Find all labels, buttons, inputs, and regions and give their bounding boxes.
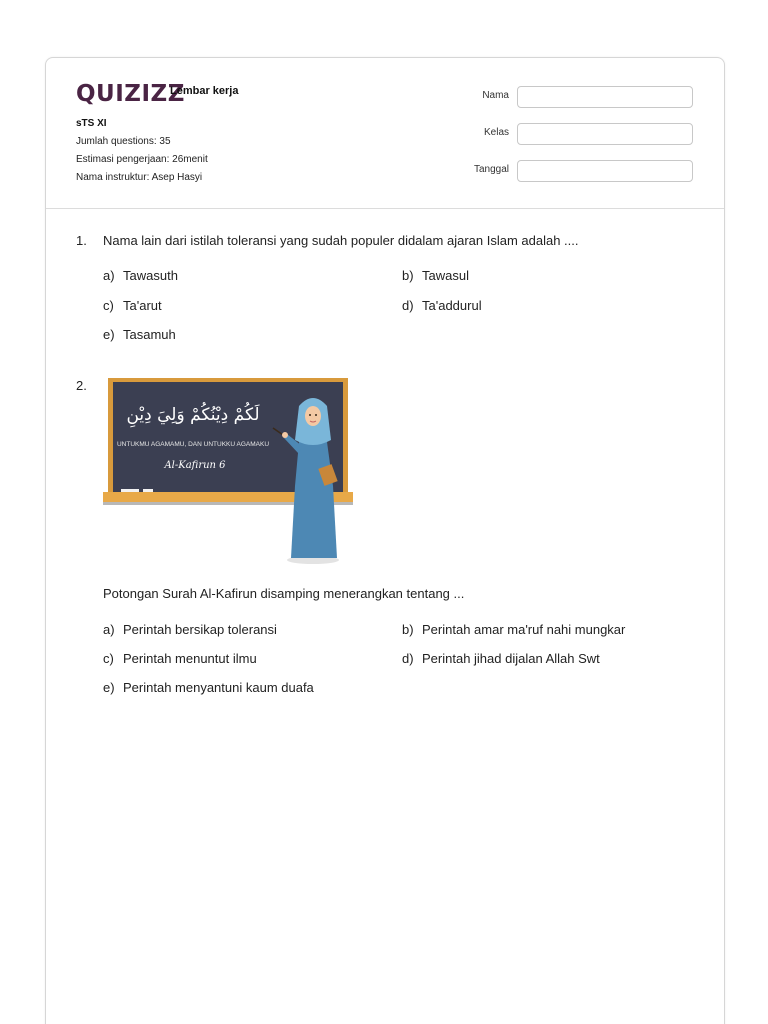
date-label: Tanggal bbox=[473, 164, 509, 175]
option-d: d) Ta'addurul bbox=[402, 298, 482, 313]
question-count: Jumlah questions: 35 bbox=[76, 136, 171, 147]
question-number: 2. bbox=[76, 378, 87, 393]
quiz-title: sTS XI bbox=[76, 118, 107, 129]
question-text: Nama lain dari istilah toleransi yang sudah populer didalam ajaran Islam adalah .... bbox=[103, 233, 579, 248]
option-c: c) Perintah menuntut ilmu bbox=[103, 651, 257, 666]
arabic-verse: لَكُمْ دِيْنُكُمْ وَلِيَ دِيْنِ bbox=[126, 405, 260, 425]
class-field[interactable] bbox=[517, 123, 693, 145]
date-field[interactable] bbox=[517, 160, 693, 182]
question-number: 1. bbox=[76, 233, 87, 248]
worksheet-header bbox=[46, 58, 724, 209]
chalk-piece bbox=[143, 489, 153, 492]
option-c: c) Ta'arut bbox=[103, 298, 162, 313]
estimated-duration: Estimasi pengerjaan: 26menit bbox=[76, 154, 208, 165]
teacher-hand bbox=[282, 432, 288, 438]
option-d: d) Perintah jihad dijalan Allah Swt bbox=[402, 651, 600, 666]
option-a: a) Tawasuth bbox=[103, 268, 178, 283]
option-e: e) Perintah menyantuni kaum duafa bbox=[103, 680, 314, 695]
option-b: b) Perintah amar ma'ruf nahi mungkar bbox=[402, 622, 626, 637]
verse-reference: Al-Kafirun 6 bbox=[164, 460, 226, 471]
teacher-face bbox=[305, 406, 321, 426]
logo-wordmark: QUIZIZZ bbox=[76, 81, 185, 106]
option-b: b) Tawasul bbox=[402, 268, 469, 283]
option-a: a) Perintah bersikap toleransi bbox=[103, 622, 277, 637]
question-text: Potongan Surah Al-Kafirun disamping menerangkan tentang ... bbox=[103, 586, 465, 601]
verse-translation: UNTUKMU AGAMAMU, DAN UNTUKKU AGAMAKU bbox=[116, 441, 270, 448]
chalkboard-teacher-image bbox=[103, 376, 353, 566]
name-label: Nama bbox=[482, 90, 509, 101]
worksheet bbox=[45, 57, 725, 1024]
chalk-piece bbox=[121, 489, 139, 492]
class-label: Kelas bbox=[483, 127, 509, 138]
name-field[interactable] bbox=[517, 86, 693, 108]
sheet-type-label: Lembar kerja bbox=[170, 85, 239, 97]
option-e: e) Tasamuh bbox=[103, 327, 176, 342]
instructor-name: Nama instruktur: Asep Hasyi bbox=[76, 172, 203, 183]
